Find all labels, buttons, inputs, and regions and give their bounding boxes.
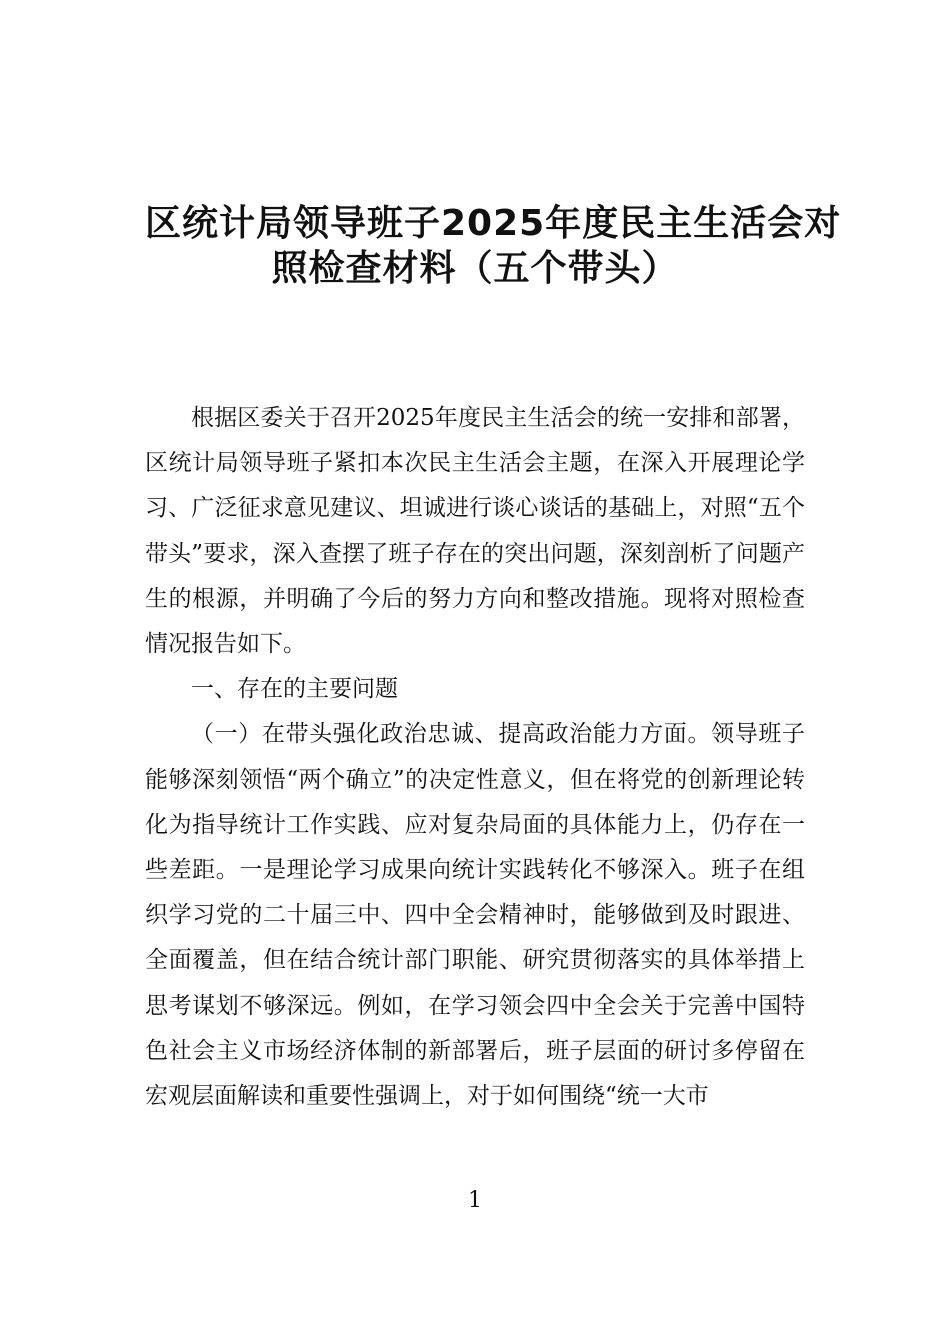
subsection-paragraph bbox=[145, 712, 805, 1119]
subsection-body: 领导班子能够深刻领悟“两个确立”的决定性意义，但在将党的创新理论转化为指导统计工作实践、应对复杂局面的具体能力上，仍存在一些差距。一是理论学习成果向统计实践转化不够深入。班子在组织学习党的二十届三中、四中全会精神时，能够做到及时跟进、全面覆盖，但在结合统计部门职能、研究贯彻落实的具体举措上思考谋划不够深远。例如，在学习领会四中全会关于完善中国特色社会主义市场经济体制的新部署后，班子层面的研讨多停留在宏观层面解读和重要性强调上，对于如何围绕“统一大市 bbox=[145, 721, 806, 1110]
page-number: 1 bbox=[468, 1188, 482, 1213]
intro-paragraph: 根据区委关于召开2025年度民主生活会的统一安排和部署，区统计局领导班子紧扣本次民主生活会主题，在深入开展理论学习、广泛征求意见建议、坦诚进行谈心谈话的基础上，对照“五个带头”要求，深入查摆了班子存在的突出问题，深刻剖析了问题产生的根源，并明确了今后的努力方向和整改措施。现将对照检查情况报告如下。 bbox=[145, 405, 805, 658]
subsection-lead: （一）在带头强化政治忠诚、提高政治能力方面。 bbox=[191, 721, 712, 748]
document-title-line-1: 区统计局领导班子2025年度民主生活会对 bbox=[145, 203, 842, 244]
section-heading: 一、存在的主要问题 bbox=[191, 676, 398, 703]
document-body bbox=[145, 396, 805, 1119]
document-title-line-2: 照检查材料（五个带头） bbox=[271, 248, 679, 289]
